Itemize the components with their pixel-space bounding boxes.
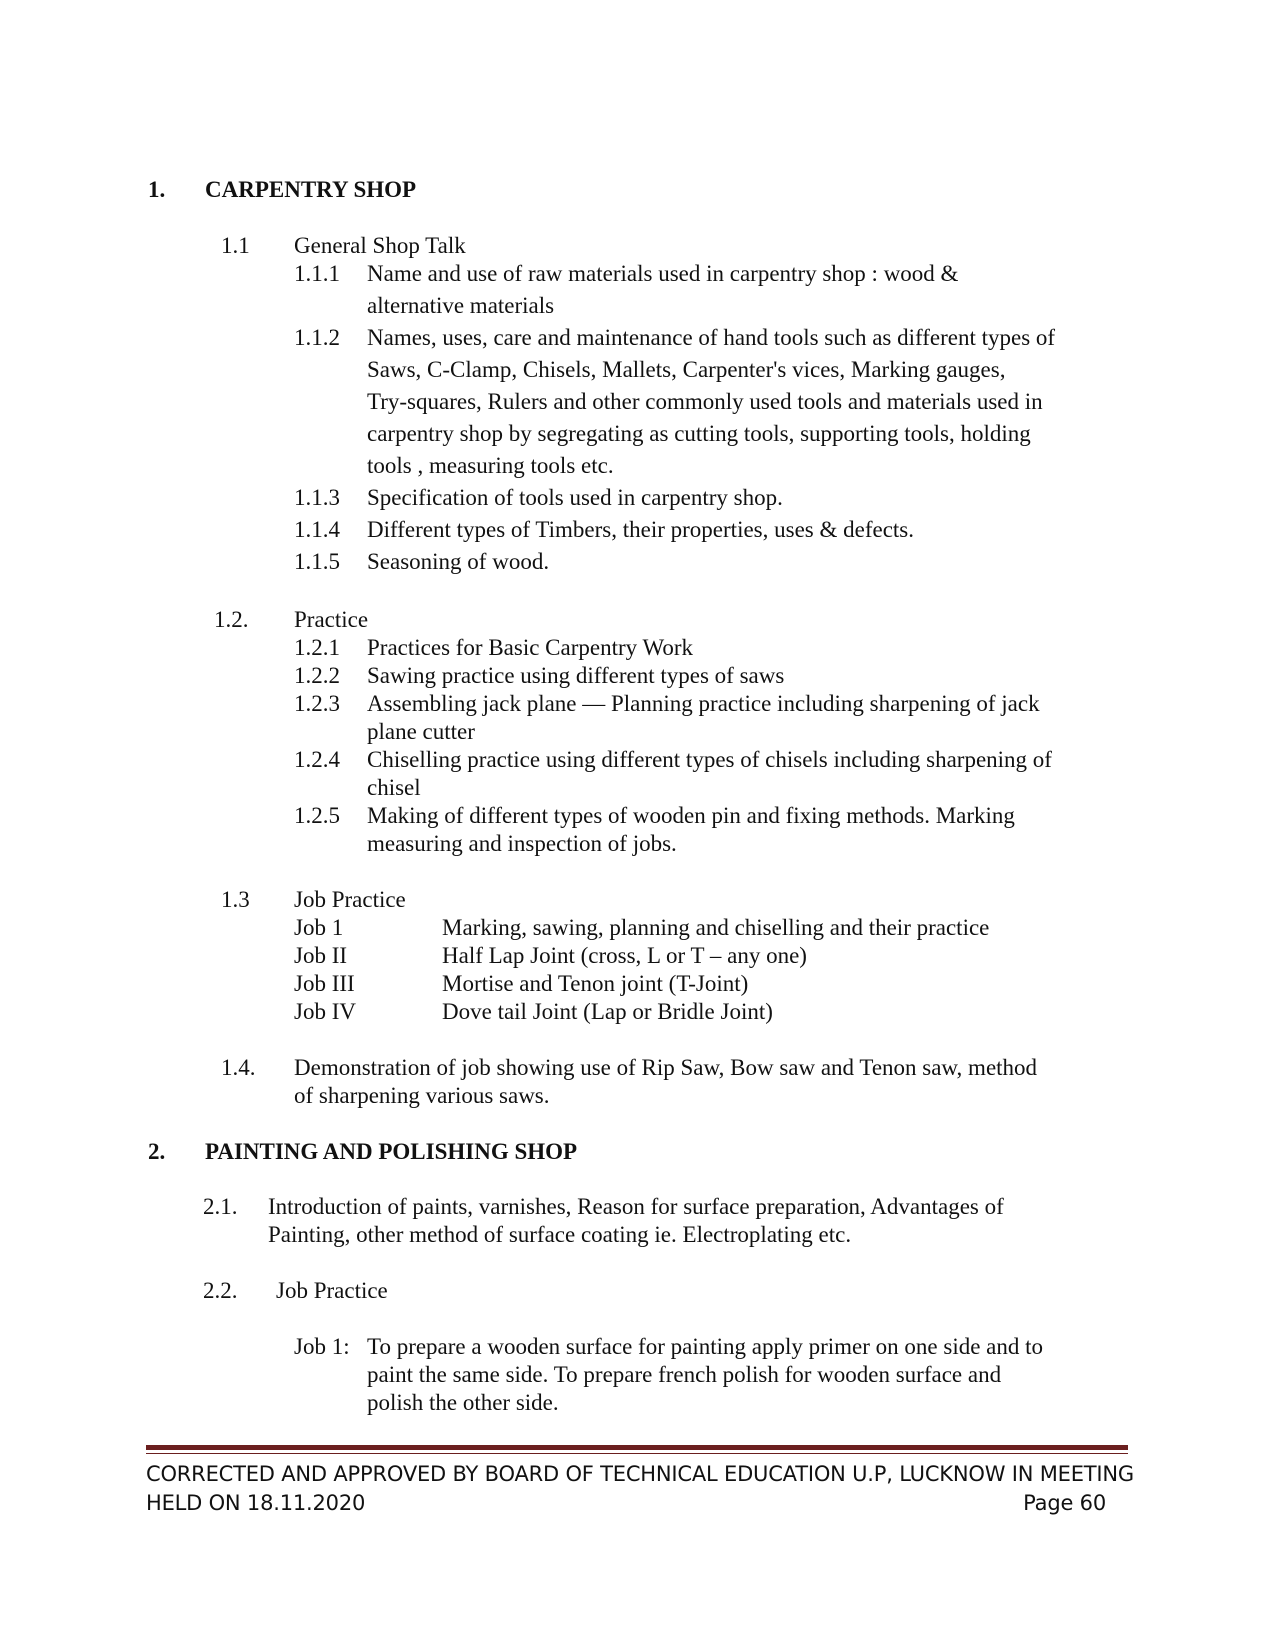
- item-1-1-2-line: Try-squares, Rulers and other commonly used tools and materials used in: [367, 389, 1043, 414]
- footer-approval-line: CORRECTED AND APPROVED BY BOARD OF TECHNICAL EDUCATION U.P, LUCKNOW IN MEETING: [146, 1462, 1134, 1486]
- section-1-number: 1.: [148, 177, 166, 202]
- item-1-1-3-number: 1.1.3: [294, 485, 340, 510]
- item-1-2-4-line: chisel: [367, 775, 421, 800]
- subsection-1-2-title: Practice: [294, 607, 369, 632]
- subsection-1-2-number: 1.2.: [214, 607, 249, 632]
- job-description: Mortise and Tenon joint (T-Joint): [442, 971, 749, 996]
- job-description: Marking, sawing, planning and chiselling and their practice: [442, 915, 990, 940]
- job-label: Job III: [294, 971, 355, 996]
- subsection-2-1-line: Introduction of paints, varnishes, Reason for surface preparation, Advantages of: [268, 1194, 1004, 1219]
- job-description-line: To prepare a wooden surface for painting apply primer on one side and to: [367, 1334, 1044, 1359]
- item-1-1-3-line: Specification of tools used in carpentry shop.: [367, 485, 783, 510]
- job-label: Job 1: [294, 915, 344, 940]
- item-1-1-1-line: Name and use of raw materials used in carpentry shop : wood &: [367, 261, 959, 286]
- job-description: Half Lap Joint (cross, L or T – any one): [442, 943, 807, 968]
- item-1-2-4-number: 1.2.4: [294, 747, 340, 772]
- footer-meeting-date: HELD ON 18.11.2020: [146, 1491, 366, 1515]
- item-1-2-2-line: Sawing practice using different types of saws: [367, 663, 785, 688]
- subsection-1-1-title: General Shop Talk: [294, 233, 466, 258]
- item-1-1-1-line: alternative materials: [367, 293, 555, 318]
- item-1-1-4-number: 1.1.4: [294, 517, 340, 542]
- item-1-2-3-line: Assembling jack plane — Planning practice including sharpening of jack: [367, 691, 1040, 716]
- subsection-1-3-title: Job Practice: [294, 887, 406, 912]
- job-description: Dove tail Joint (Lap or Bridle Joint): [442, 999, 773, 1024]
- job-label: Job 1:: [294, 1334, 350, 1359]
- item-1-1-2-number: 1.1.2: [294, 325, 340, 350]
- item-1-2-3-number: 1.2.3: [294, 691, 340, 716]
- subsection-1-4-line: of sharpening various saws.: [294, 1083, 550, 1108]
- footer-rule-thick: [146, 1445, 1128, 1450]
- footer-page-number: Page 60: [1023, 1491, 1106, 1515]
- job-label: Job IV: [294, 999, 356, 1024]
- footer-rule-thin: [146, 1453, 1128, 1454]
- item-1-2-5-line: measuring and inspection of jobs.: [367, 831, 677, 856]
- item-1-1-2-line: carpentry shop by segregating as cutting tools, supporting tools, holding: [367, 421, 1031, 446]
- section-2-number: 2.: [148, 1139, 166, 1164]
- item-1-2-4-line: Chiselling practice using different types of chisels including sharpening of: [367, 747, 1052, 772]
- item-1-1-2-line: Names, uses, care and maintenance of hand tools such as different types of: [367, 325, 1056, 350]
- subsection-2-2-number: 2.2.: [203, 1278, 238, 1303]
- subsection-2-1-number: 2.1.: [203, 1194, 238, 1219]
- item-1-1-4-line: Different types of Timbers, their properties, uses & defects.: [367, 517, 914, 542]
- subsection-1-1-number: 1.1: [221, 233, 250, 258]
- item-1-2-5-line: Making of different types of wooden pin and fixing methods. Marking: [367, 803, 1015, 828]
- item-1-1-5-number: 1.1.5: [294, 549, 340, 574]
- section-1-title: CARPENTRY SHOP: [205, 177, 417, 202]
- subsection-1-4-line: Demonstration of job showing use of Rip Saw, Bow saw and Tenon saw, method: [294, 1055, 1038, 1080]
- item-1-2-3-line: plane cutter: [367, 719, 475, 744]
- item-1-1-2-line: tools , measuring tools etc.: [367, 453, 614, 478]
- item-1-1-1-number: 1.1.1: [294, 261, 340, 286]
- subsection-2-1-line: Painting, other method of surface coating ie. Electroplating etc.: [268, 1222, 852, 1247]
- job-description-line: paint the same side. To prepare french polish for wooden surface and: [367, 1362, 1002, 1387]
- item-1-1-2-line: Saws, C-Clamp, Chisels, Mallets, Carpenter's vices, Marking gauges,: [367, 357, 1006, 382]
- subsection-1-4-number: 1.4.: [221, 1055, 256, 1080]
- job-label: Job II: [294, 943, 348, 968]
- subsection-2-2-title: Job Practice: [276, 1278, 388, 1303]
- item-1-2-2-number: 1.2.2: [294, 663, 340, 688]
- item-1-2-1-line: Practices for Basic Carpentry Work: [367, 635, 694, 660]
- item-1-2-5-number: 1.2.5: [294, 803, 340, 828]
- item-1-1-5-line: Seasoning of wood.: [367, 549, 550, 574]
- section-2-title: PAINTING AND POLISHING SHOP: [205, 1139, 578, 1164]
- item-1-2-1-number: 1.2.1: [294, 635, 340, 660]
- subsection-1-3-number: 1.3: [221, 887, 250, 912]
- job-description-line: polish the other side.: [367, 1390, 559, 1415]
